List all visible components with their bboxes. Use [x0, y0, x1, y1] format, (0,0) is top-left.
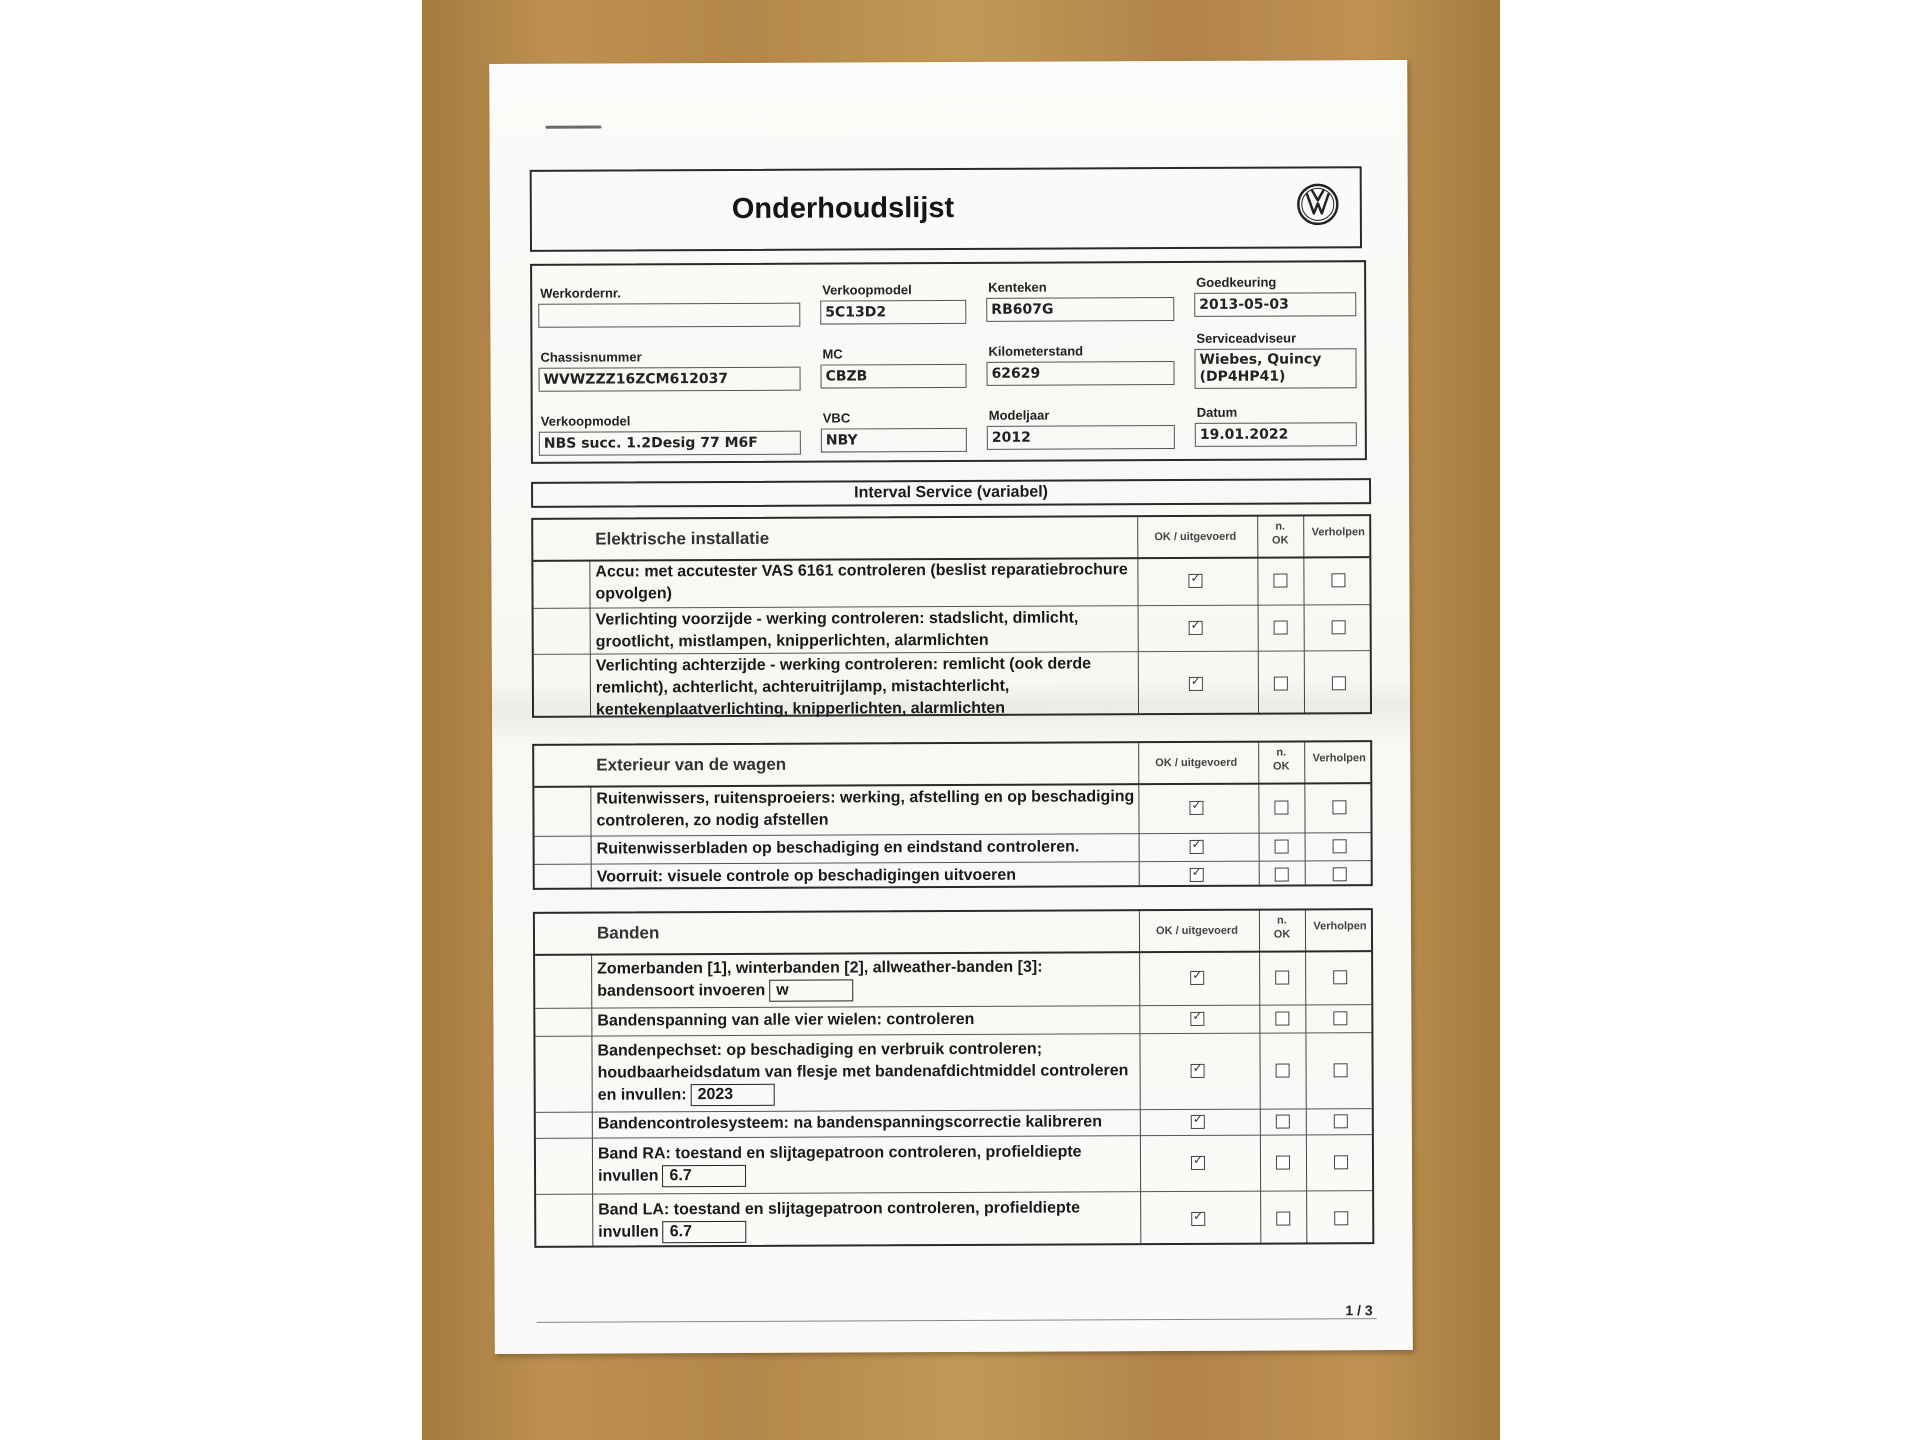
checkbox-not-ok[interactable] — [1276, 1064, 1290, 1078]
section-banden — [533, 908, 1374, 1248]
datum-label: Datum — [1196, 404, 1238, 420]
title-box — [530, 166, 1362, 252]
kilometerstand-field: 62629 — [986, 361, 1174, 386]
task-label: Ruitenwisserbladen op beschadiging en eindstand controleren. — [596, 838, 1080, 858]
section-header — [534, 742, 1370, 788]
werkordernr-label: Werkordernr. — [540, 285, 621, 301]
task-label: Band LA: toestand en slijtagepatroon controleren, profieldiepte invullen — [598, 1199, 1081, 1241]
checkbox-ok[interactable] — [1189, 677, 1203, 691]
checkbox-ok[interactable] — [1189, 801, 1203, 815]
task-text — [597, 1008, 1135, 1032]
checkbox-verholpen[interactable] — [1334, 1114, 1348, 1128]
checkbox-verholpen[interactable] — [1334, 1211, 1348, 1225]
task-text — [598, 1197, 1136, 1244]
kenteken-field: RB607G — [986, 297, 1174, 322]
column-header-nok-bottom: OK — [1272, 534, 1289, 547]
vw-logo-icon — [1296, 182, 1340, 226]
checkbox-verholpen[interactable] — [1332, 620, 1346, 634]
interval-service-bar — [531, 478, 1371, 508]
section-header — [533, 516, 1369, 562]
task-text — [597, 864, 1135, 888]
task-text — [598, 1141, 1136, 1188]
checkbox-ok[interactable] — [1191, 1156, 1205, 1170]
checklist-row — [533, 556, 1369, 609]
task-label: Zomerbanden [1], winterbanden [2], allweather-banden [3]: bandensoort invoeren — [597, 958, 1043, 1000]
checkbox-verholpen[interactable] — [1334, 1063, 1348, 1077]
task-label: Bandenpechset: op beschadiging en verbruik controleren; houdbaarheidsdatum van flesje met bandenafdichtmiddel controleren en invullen: — [597, 1040, 1129, 1104]
section-exterieur-van-de-wagen — [532, 740, 1373, 890]
checkbox-not-ok[interactable] — [1274, 621, 1288, 635]
column-header-nok-top: n. — [1276, 746, 1287, 759]
task-label: Ruitenwissers, ruitensproeiers: werking, afstelling en op beschadiging controleren, zo nodig afstellen — [596, 788, 1135, 830]
checkbox-not-ok[interactable] — [1275, 971, 1289, 985]
column-header-verholpen: Verholpen — [1311, 526, 1365, 539]
modeljaar-label: Modeljaar — [988, 407, 1050, 423]
checkbox-ok[interactable] — [1189, 621, 1203, 635]
checklist-row — [535, 1032, 1371, 1113]
serviceadviseur-label: Serviceadviseur — [1196, 330, 1297, 346]
document-title: Onderhoudslijst — [731, 191, 955, 225]
mc-label: MC — [822, 346, 843, 362]
section-elektrische-installatie — [531, 514, 1372, 718]
checkbox-verholpen[interactable] — [1331, 573, 1345, 587]
vbc-field: NBY — [821, 428, 967, 453]
task-text — [597, 1038, 1135, 1107]
checklist-row — [536, 1134, 1372, 1195]
task-text — [597, 956, 1135, 1003]
column-header-nok-top: n. — [1275, 520, 1286, 533]
checkbox-not-ok[interactable] — [1274, 677, 1288, 691]
column-header-nok-bottom: OK — [1272, 760, 1290, 773]
checklist-row — [535, 950, 1371, 1009]
checkbox-verholpen[interactable] — [1332, 800, 1346, 814]
column-header-ok: OK / uitgevoerd — [1156, 924, 1238, 938]
task-text — [596, 607, 1134, 653]
staple-mark — [545, 126, 601, 129]
maintenance-sheet — [489, 60, 1413, 1354]
checkbox-verholpen[interactable] — [1333, 867, 1347, 881]
checkbox-verholpen[interactable] — [1333, 1011, 1347, 1025]
verkoopmodel1-label: Verkoopmodel — [822, 282, 912, 298]
werkordernr-field — [538, 303, 800, 328]
task-text — [595, 559, 1133, 605]
checkbox-not-ok[interactable] — [1275, 868, 1289, 882]
checkbox-ok[interactable] — [1190, 840, 1204, 854]
checkbox-verholpen[interactable] — [1333, 839, 1347, 853]
section-title: Exterieur van de wagen — [596, 754, 787, 775]
section-header — [535, 910, 1371, 956]
column-header-nok-bottom: OK — [1273, 928, 1291, 941]
task-value-box: w — [769, 979, 853, 1001]
verkoopmodel1-field: 5C13D2 — [820, 300, 966, 325]
checkbox-ok[interactable] — [1191, 1064, 1205, 1078]
checkbox-ok[interactable] — [1190, 868, 1204, 882]
task-text — [596, 786, 1134, 832]
checklist-row — [534, 650, 1370, 720]
footer-divider — [537, 1318, 1377, 1323]
checkbox-ok[interactable] — [1190, 971, 1204, 985]
kilometerstand-label: Kilometerstand — [988, 343, 1084, 359]
page-number: 1 / 3 — [1345, 1302, 1373, 1319]
checklist-row — [536, 1190, 1372, 1250]
task-text — [598, 1111, 1136, 1135]
task-value-box: 6.7 — [662, 1165, 746, 1187]
checkbox-not-ok[interactable] — [1276, 1115, 1290, 1129]
column-header-verholpen: Verholpen — [1312, 752, 1366, 765]
task-label: Bandenspanning van alle vier wielen: controleren — [597, 1010, 975, 1030]
checklist-row — [534, 604, 1370, 655]
task-label: Accu: met accutester VAS 6161 controleren (beslist reparatiebrochure opvolgen) — [595, 561, 1128, 603]
checkbox-not-ok[interactable] — [1273, 574, 1287, 588]
checkbox-not-ok[interactable] — [1276, 1156, 1290, 1170]
goedkeuring-label: Goedkeuring — [1196, 274, 1277, 290]
checkbox-ok[interactable] — [1188, 574, 1202, 588]
datum-field: 19.01.2022 — [1195, 422, 1357, 447]
task-label: Bandencontrolesysteem: na bandenspanningscorrectie kalibreren — [597, 1113, 1103, 1133]
checkbox-verholpen[interactable] — [1332, 676, 1346, 690]
section-title: Banden — [596, 923, 660, 943]
mc-field: CBZB — [821, 364, 967, 389]
goedkeuring-field: 2013-05-03 — [1194, 292, 1356, 317]
chassisnummer-field: WVWZZZ16ZCM612037 — [539, 367, 801, 392]
checkbox-not-ok[interactable] — [1275, 1012, 1289, 1026]
checkbox-ok[interactable] — [1191, 1212, 1205, 1226]
kenteken-label: Kenteken — [988, 279, 1047, 295]
chassisnummer-label: Chassisnummer — [540, 349, 642, 365]
vbc-label: VBC — [822, 410, 851, 426]
section-title: Elektrische installatie — [595, 528, 770, 549]
verkoopmodel2-label: Verkoopmodel — [540, 413, 631, 429]
task-label: Voorruit: visuele controle op beschadigingen uitvoeren — [596, 866, 1017, 886]
task-label: Verlichting voorzijde - werking controleren: stadslicht, dimlicht, grootlicht, mistlampen, knipperlichten, alarmlichten — [595, 609, 1079, 651]
checkbox-ok[interactable] — [1191, 1115, 1205, 1129]
column-header-verholpen: Verholpen — [1313, 920, 1367, 933]
checkbox-verholpen[interactable] — [1334, 1155, 1348, 1169]
vehicle-info-box — [530, 260, 1367, 464]
interval-service-title: Interval Service (variabel) — [854, 483, 1049, 502]
checkbox-verholpen[interactable] — [1333, 970, 1347, 984]
checkbox-not-ok[interactable] — [1276, 1212, 1290, 1226]
task-text — [597, 836, 1135, 860]
task-text — [596, 653, 1134, 721]
column-header-nok-top: n. — [1277, 914, 1287, 927]
checkbox-not-ok[interactable] — [1274, 801, 1288, 815]
column-header-ok: OK / uitgevoerd — [1155, 756, 1238, 770]
task-label: Verlichting achterzijde - werking controleren: remlicht (ook derde remlicht), achterlicht, achteruitrijlamp, mistachterlicht, kentekenplaatverlichting, knipperlichten, alarmlichten — [595, 655, 1092, 719]
checkbox-ok[interactable] — [1190, 1012, 1204, 1026]
checklist-row — [535, 860, 1371, 892]
modeljaar-field: 2012 — [987, 425, 1175, 450]
verkoopmodel2-field: NBS succ. 1.2Desig 77 M6F — [539, 431, 801, 456]
column-header-ok: OK / uitgevoerd — [1154, 530, 1237, 544]
task-value-box: 6.7 — [663, 1221, 747, 1243]
task-value-box: 2023 — [691, 1084, 775, 1106]
checkbox-not-ok[interactable] — [1275, 840, 1289, 854]
task-label: Band RA: toestand en slijtagepatroon controleren, profieldiepte invullen — [597, 1143, 1082, 1185]
checklist-row — [534, 782, 1370, 837]
serviceadviseur-field: Wiebes, Quincy (DP4HP41) — [1194, 348, 1356, 389]
